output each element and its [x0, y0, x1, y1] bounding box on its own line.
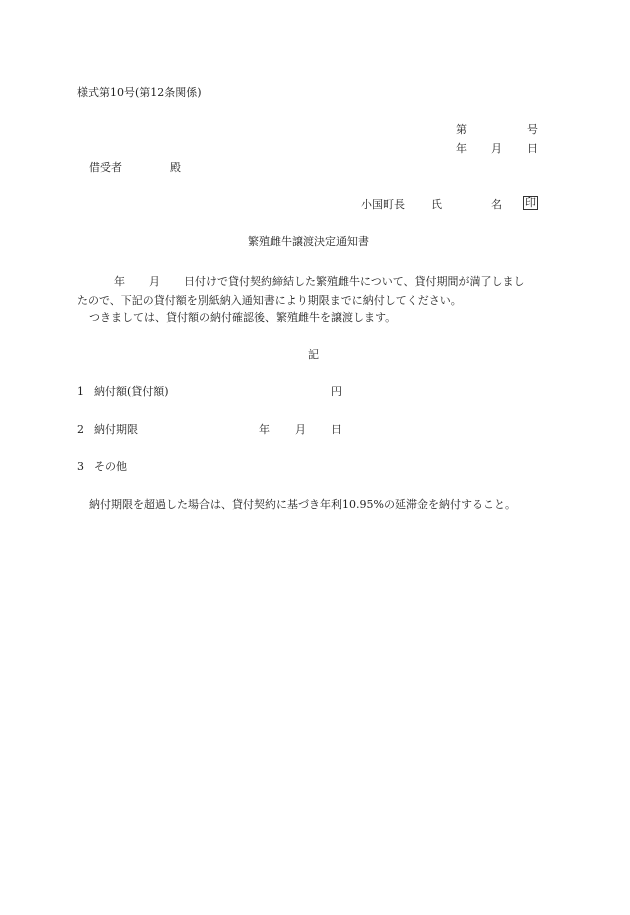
- number-dai: 第: [456, 123, 467, 136]
- body-line1-rest: 日付けで貸付契約締結した繁殖雌牛について、貸付期間が満了しまし: [184, 275, 525, 288]
- date-day: 日: [527, 142, 538, 155]
- item-2-number: 2: [77, 423, 84, 436]
- form-label: 様式第10号(第12条関係): [77, 86, 202, 99]
- body-line2: たので、下記の貸付額を別紙納入通知書により期限までに納付してください。: [77, 294, 462, 307]
- issuer-title: 小国町長: [361, 198, 405, 211]
- item-2-year: 年: [259, 423, 270, 436]
- body-month: 月: [149, 275, 160, 288]
- item-2-month: 月: [295, 423, 306, 436]
- ki-heading: 記: [308, 348, 319, 361]
- body-year: 年: [114, 275, 125, 288]
- item-1-unit: 円: [331, 385, 342, 398]
- body-paragraph-1: [77, 272, 547, 310]
- addressee-honorific: 殿: [170, 161, 181, 174]
- number-go: 号: [527, 123, 538, 136]
- item-3-label: その他: [94, 460, 127, 473]
- date-year: 年: [456, 142, 467, 155]
- delinquency-note: 納付期限を超過した場合は、貸付契約に基づき年利10.95%の延滞金を納付すること。: [89, 498, 516, 511]
- item-3-number: 3: [77, 460, 84, 473]
- item-2-label: 納付期限: [94, 423, 138, 436]
- item-1-number: 1: [77, 385, 84, 398]
- item-1-label: 納付額(貸付額): [94, 385, 169, 398]
- item-2-day: 日: [331, 423, 342, 436]
- addressee-label: 借受者: [89, 161, 122, 174]
- body-paragraph-2: つきましては、貸付額の納付確認後、繁殖雌牛を譲渡します。: [89, 311, 397, 324]
- seal-mark: [523, 196, 538, 211]
- issuer-mei: 名: [491, 198, 502, 211]
- document-title: 繁殖雌牛譲渡決定通知書: [248, 235, 369, 248]
- issuer-shi: 氏: [431, 198, 442, 211]
- date-month: 月: [491, 142, 502, 155]
- seal-label: 印: [525, 196, 536, 209]
